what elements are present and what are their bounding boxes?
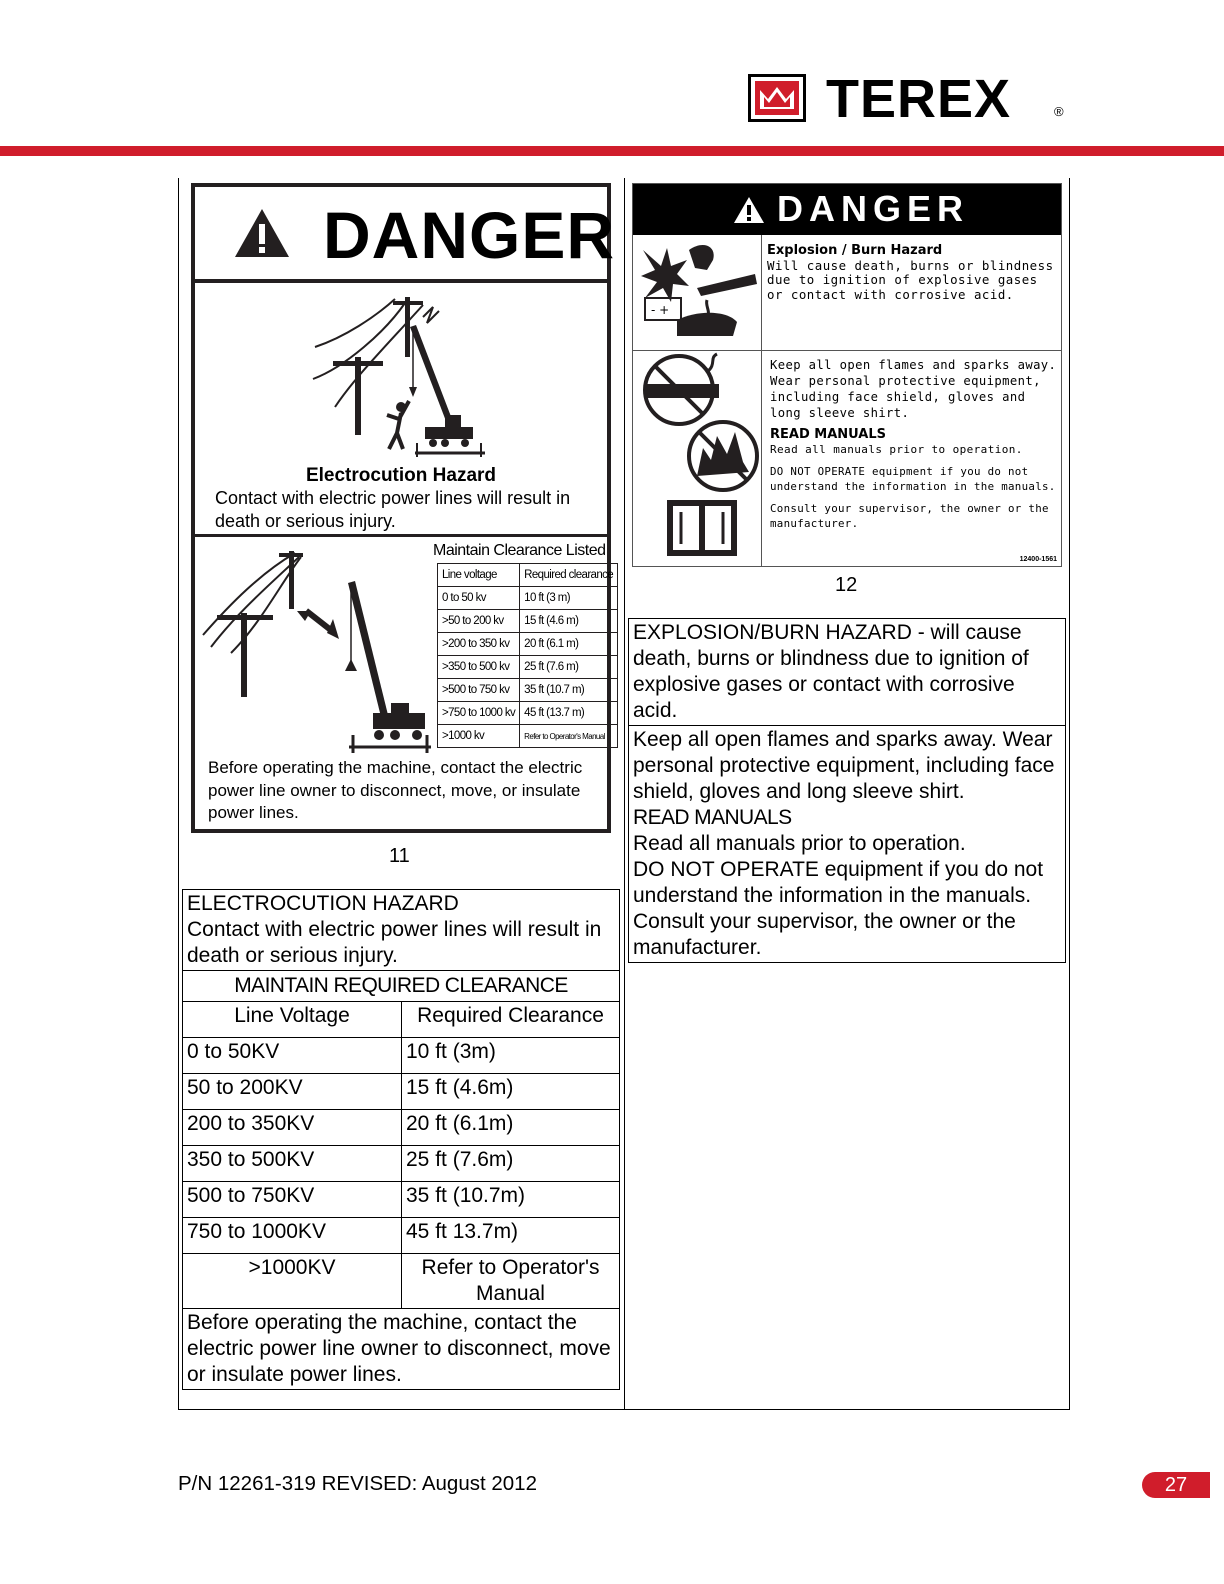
clearance-cell: Refer to Operator's Manual: [520, 725, 618, 748]
page-number: 27: [1142, 1472, 1210, 1498]
table-row: [183, 971, 620, 1002]
table-header-row: [183, 1002, 620, 1038]
table-row: [438, 725, 618, 748]
header-required-clearance: Required Clearance: [402, 1002, 620, 1038]
decal-electrocution: [191, 183, 616, 833]
decal-divider: [195, 534, 607, 537]
header-rule: [0, 146, 1224, 156]
clearance-cell: 45 ft (13.7 m): [520, 702, 618, 725]
electrocution-table: [182, 889, 620, 1390]
explosion-acid-icon: [637, 240, 757, 344]
warning-triangle-icon: [733, 196, 765, 224]
voltage-cell: 350 to 500KV: [183, 1146, 402, 1182]
table-row: [183, 1309, 620, 1390]
terex-crown-icon: [748, 74, 806, 122]
keep-away-text: Keep all open flames and sparks away. Wear personal protective equipment, including face shield, gloves and long sleeve shirt.: [633, 728, 1055, 803]
voltage-cell: >200 to 350 kv: [438, 633, 520, 656]
voltage-cell: >1000KV: [183, 1254, 402, 1309]
table-header-row: [438, 564, 618, 587]
header-line-voltage: Line voltage: [438, 564, 520, 587]
voltage-cell: 0 to 50KV: [183, 1038, 402, 1074]
column-divider: [624, 178, 625, 1410]
hazard-text: Contact with electric power lines will result in death or serious injury.: [215, 488, 571, 531]
read-manuals-title: READ MANUALS: [633, 806, 792, 829]
keep-away-text: Keep all open flames and sparks away. Wear personal protective equipment, including face shield, gloves and long sleeve shirt.: [770, 358, 1057, 420]
danger-heading: DANGER: [323, 198, 616, 272]
table-row: [183, 1218, 620, 1254]
table-row: [629, 726, 1066, 963]
part-number: P/N 12261-319 REVISED: August 2012: [178, 1472, 537, 1495]
table-subheading: MAINTAIN REQUIRED CLEARANCE: [183, 971, 620, 1002]
registered-mark: ®: [1054, 104, 1064, 119]
read-manuals-text: Read all manuals prior to operation.: [633, 832, 966, 855]
consult-text: Consult your supervisor, the owner or the manufacturer.: [770, 502, 1049, 530]
figure-caption-11: 11: [389, 845, 410, 867]
do-not-operate-text: DO NOT OPERATE equipment if you do not understand the information in the manuals.: [770, 465, 1056, 493]
no-flames-read-manual-icon: [637, 352, 761, 564]
table-intro: Contact with electric power lines will result in death or serious injury.: [187, 918, 602, 967]
hazard-intro-cell: [183, 890, 620, 971]
clearance-cell: 20 ft (6.1m): [402, 1110, 620, 1146]
voltage-cell: 50 to 200KV: [183, 1074, 402, 1110]
table-row: [183, 1110, 620, 1146]
table-row: [438, 610, 618, 633]
clearance-cell: Refer to Operator's Manual: [402, 1254, 620, 1309]
hazard-title: Electrocution Hazard: [305, 465, 497, 486]
voltage-cell: 0 to 50 kv: [438, 587, 520, 610]
decal-divider: [761, 235, 762, 567]
table-row: [183, 1182, 620, 1218]
table-row: [438, 702, 618, 725]
voltage-cell: 200 to 350KV: [183, 1110, 402, 1146]
table-row: [438, 587, 618, 610]
clearance-cell: 20 ft (6.1 m): [520, 633, 618, 656]
header-line-voltage: Line Voltage: [183, 1002, 402, 1038]
danger-heading: DANGER: [777, 188, 970, 229]
electrocution-crane-icon: [305, 287, 545, 459]
table-title: ELECTROCUTION HAZARD: [187, 892, 459, 915]
voltage-cell: 750 to 1000KV: [183, 1218, 402, 1254]
explosion-text-block: [767, 244, 1057, 302]
svg-text:- +: - +: [651, 303, 670, 317]
table-row: [438, 656, 618, 679]
read-manuals-title: READ MANUALS: [770, 427, 887, 442]
table-footer: Before operating the machine, contact the electric power line owner to disconnect, move or insulate power lines.: [183, 1309, 620, 1390]
part-code: 12400-1561: [1019, 556, 1057, 563]
clearance-cell: 10 ft (3 m): [520, 587, 618, 610]
explosion-table: [628, 618, 1066, 963]
read-manuals-text: Read all manuals prior to operation.: [770, 443, 1023, 456]
table-row: [438, 633, 618, 656]
warning-triangle-icon: [233, 207, 291, 259]
decal-footer-text: Before operating the machine, contact the electric power line owner to disconnect, move, or insulate power lines.: [208, 758, 583, 822]
clearance-cell: 15 ft (4.6m): [402, 1074, 620, 1110]
terex-logo: [748, 69, 1078, 129]
clearance-cell: 45 ft 13.7m): [402, 1218, 620, 1254]
table-row: [438, 679, 618, 702]
decal-clearance-table: [437, 563, 618, 748]
table-row: [183, 1038, 620, 1074]
figure-caption-12: 12: [835, 574, 858, 596]
clearance-cell: 15 ft (4.6 m): [520, 610, 618, 633]
table-row: [183, 1254, 620, 1309]
clearance-cell: 25 ft (7.6 m): [520, 656, 618, 679]
table-row: [183, 1074, 620, 1110]
voltage-cell: 500 to 750KV: [183, 1182, 402, 1218]
decal-divider: [633, 350, 1061, 351]
voltage-cell: >50 to 200 kv: [438, 610, 520, 633]
hazard-cell: EXPLOSION/BURN HAZARD - will cause death, burns or blindness due to ignition of explosive gases or contact with corrosive acid.: [629, 619, 1066, 726]
table-row: [183, 1146, 620, 1182]
voltage-cell: >1000 kv: [438, 725, 520, 748]
explosion-title: Explosion / Burn Hazard: [767, 243, 943, 258]
clearance-cell: 35 ft (10.7 m): [520, 679, 618, 702]
explosion-text: Will cause death, burns or blindness due to ignition of explosive gases or contact with corrosive acid.: [767, 257, 1054, 302]
brand-name: TEREX: [826, 69, 1012, 129]
table-row: [629, 619, 1066, 726]
precautions-text-block: [770, 357, 1060, 531]
precautions-cell: [629, 726, 1066, 963]
decal-heading: [195, 187, 616, 283]
voltage-cell: >750 to 1000 kv: [438, 702, 520, 725]
clearance-title: Maintain Clearance Listed: [433, 542, 606, 559]
clearance-cell: 10 ft (3m): [402, 1038, 620, 1074]
clearance-cell: 35 ft (10.7m): [402, 1182, 620, 1218]
clearance-cell: 25 ft (7.6m): [402, 1146, 620, 1182]
consult-text: Consult your supervisor, the owner or the manufacturer.: [633, 910, 1016, 959]
do-not-operate-text: DO NOT OPERATE equipment if you do not understand the information in the manuals.: [633, 858, 1044, 907]
crane-clearance-icon: [201, 543, 433, 755]
header-required-clearance: Required clearance: [520, 564, 618, 587]
decal-heading: [633, 184, 1061, 235]
decal-explosion-burn: [632, 183, 1062, 567]
voltage-cell: >350 to 500 kv: [438, 656, 520, 679]
voltage-cell: >500 to 750 kv: [438, 679, 520, 702]
table-row: [183, 890, 620, 971]
